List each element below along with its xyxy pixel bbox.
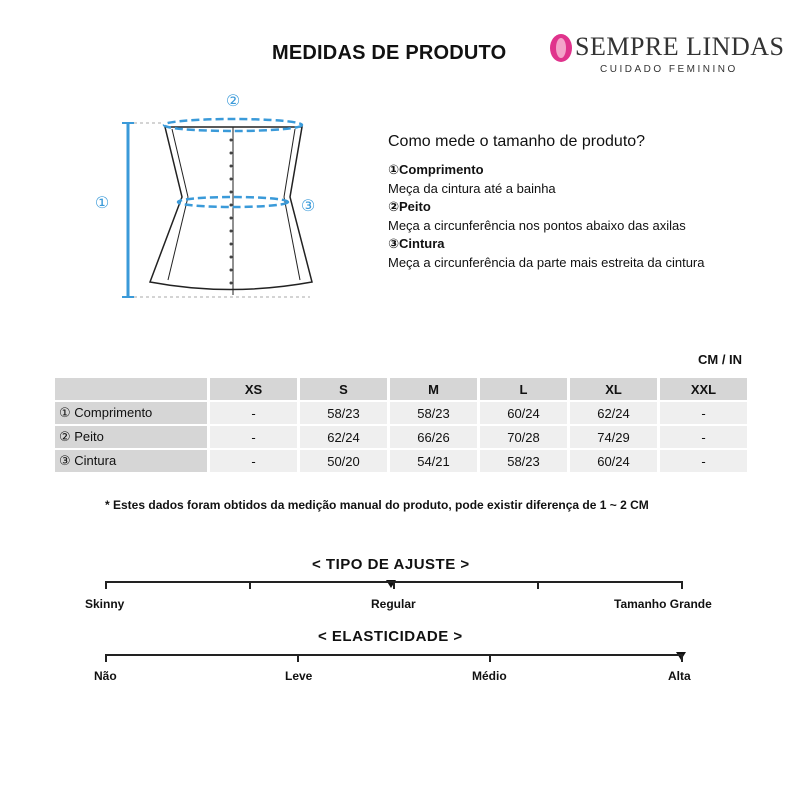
measure-instructions	[388, 133, 788, 272]
table-cell: -	[660, 450, 747, 472]
fit-label-regular: Regular	[371, 597, 416, 611]
elasticity-label-none: Não	[94, 669, 117, 683]
brand-logo	[545, 30, 785, 80]
table-cell: -	[660, 426, 747, 448]
table-header-cell: S	[300, 378, 387, 400]
elasticity-title: < ELASTICIDADE >	[318, 628, 463, 645]
table-cell: -	[210, 426, 297, 448]
table-header-cell: XL	[570, 378, 657, 400]
hook-closure-icon	[230, 139, 233, 285]
scale-tick	[489, 654, 491, 662]
size-table	[52, 376, 750, 474]
instruction-heading: ②Peito	[388, 199, 431, 214]
elasticity-label-light: Leve	[285, 669, 313, 683]
instruction-heading: ③Cintura	[388, 236, 445, 251]
instruction-text: Meça da cintura até a bainha	[388, 181, 556, 196]
marker-chest: ②	[225, 91, 241, 110]
brand-name: SEMPRE LINDAS	[575, 32, 785, 61]
table-header-cell: XS	[210, 378, 297, 400]
table-cell: 54/21	[390, 450, 477, 472]
table-cell: 60/24	[480, 402, 567, 424]
table-cell: -	[210, 450, 297, 472]
lips-logo-icon	[545, 32, 577, 64]
table-cell: 70/28	[480, 426, 567, 448]
measurement-note: * Estes dados foram obtidos da medição manual do produto, pode existir diferença de 1 ~ 2 CM	[105, 498, 649, 512]
table-header-row	[55, 378, 747, 400]
measure-guides	[122, 119, 302, 297]
row-label: ③ Cintura	[55, 450, 207, 472]
row-label: ② Peito	[55, 426, 207, 448]
scale-tick	[105, 654, 107, 662]
table-cell: 58/23	[300, 402, 387, 424]
table-cell: 62/24	[300, 426, 387, 448]
table-row	[55, 426, 747, 448]
fit-label-skinny: Skinny	[85, 597, 125, 611]
instruction-text: Meça a circunferência nos pontos abaixo das axilas	[388, 218, 686, 233]
table-header-cell: M	[390, 378, 477, 400]
elasticity-label-medium: Médio	[472, 669, 507, 683]
scale-tick	[681, 581, 683, 589]
scale-tick	[537, 581, 539, 589]
scale-tick	[249, 581, 251, 589]
table-cell: 58/23	[390, 402, 477, 424]
elasticity-scale-line	[105, 654, 683, 656]
table-cell: 60/24	[570, 450, 657, 472]
page-title: MEDIDAS DE PRODUTO	[272, 42, 507, 64]
scale-tick	[681, 654, 683, 662]
table-cell: -	[210, 402, 297, 424]
table-cell: 66/26	[390, 426, 477, 448]
garment-diagram	[90, 85, 350, 310]
table-cell: 62/24	[570, 402, 657, 424]
scale-tick	[297, 654, 299, 662]
table-header-cell: L	[480, 378, 567, 400]
elasticity-label-high: Alta	[668, 669, 691, 683]
instruction-heading: ①Comprimento	[388, 162, 484, 177]
table-cell: 74/29	[570, 426, 657, 448]
fit-label-large: Tamanho Grande	[614, 597, 712, 611]
instruction-text: Meça a circunferência da parte mais estreita da cintura	[388, 255, 705, 270]
brand-subtitle: CUIDADO FEMININO	[600, 64, 738, 75]
table-row	[55, 450, 747, 472]
scale-tick	[393, 581, 395, 589]
fit-title: < TIPO DE AJUSTE >	[312, 556, 470, 573]
table-row	[55, 402, 747, 424]
marker-length: ①	[94, 193, 110, 212]
table-cell: 50/20	[300, 450, 387, 472]
table-cell: -	[660, 402, 747, 424]
scale-tick	[105, 581, 107, 589]
unit-label: CM / IN	[698, 352, 743, 367]
table-corner-cell	[55, 378, 207, 400]
table-cell: 58/23	[480, 450, 567, 472]
marker-waist: ③	[300, 196, 316, 215]
table-header-cell: XXL	[660, 378, 747, 400]
measure-question: Como mede o tamanho de produto?	[388, 133, 646, 150]
row-label: ① Comprimento	[55, 402, 207, 424]
